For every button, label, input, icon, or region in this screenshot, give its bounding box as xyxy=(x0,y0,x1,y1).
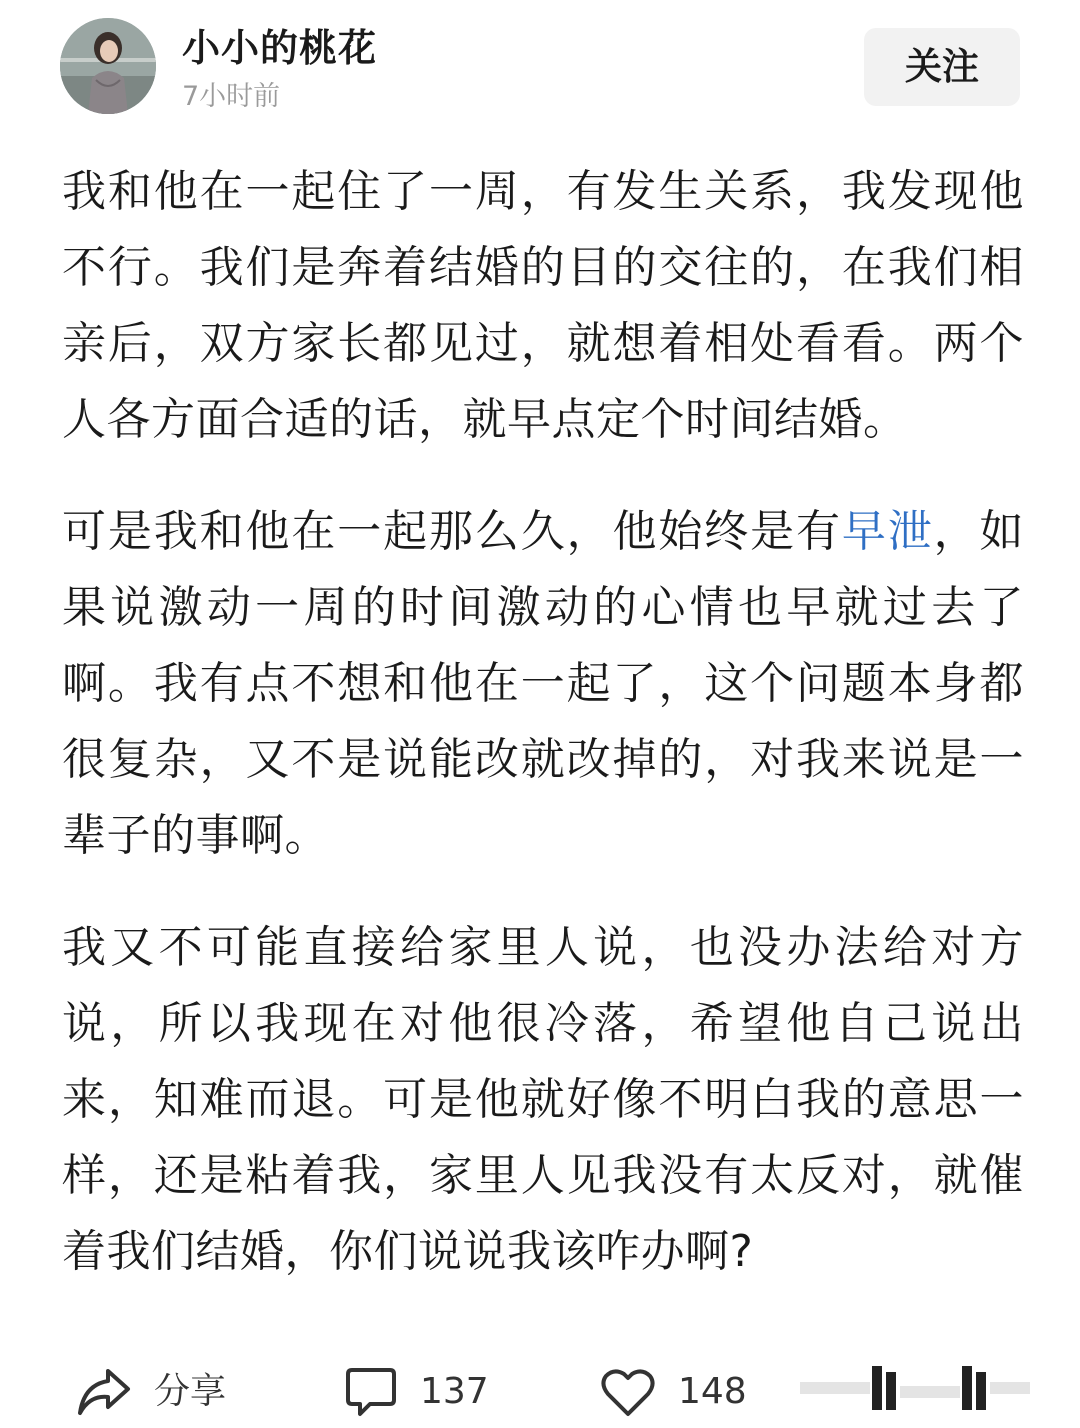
like-count: 148 xyxy=(678,1371,747,1412)
like-button[interactable] xyxy=(600,1364,747,1420)
watermark-icon xyxy=(800,1362,1030,1414)
post-body xyxy=(62,154,1024,1290)
share-label: 分享 xyxy=(154,1371,227,1412)
user-avatar-image xyxy=(60,18,156,114)
author-name[interactable]: 小小的桃花 xyxy=(182,26,378,70)
post-paragraph-3: 我又不可能直接给家里人说，也没办法给对方说，所以我现在对他很冷落，希望他自己说出来，知难而退。可是他就好像不明白我的意思一样，还是粘着我，家里人见我没有太反对，就催着我们结婚，你们说说我该咋办啊? xyxy=(62,922,1024,1277)
share-button[interactable] xyxy=(76,1364,226,1420)
post-paragraph-1: 我和他在一起住了一周，有发生关系，我发现他不行。我们是奔着结婚的目的交往的，在我们相亲后，双方家长都见过，就想着相处看看。两个人各方面合适的话，就早点定个时间结婚。 xyxy=(62,166,1024,445)
post-paragraph-2 xyxy=(62,494,1024,874)
comment-count: 137 xyxy=(420,1371,489,1412)
heart-icon xyxy=(600,1366,656,1418)
post-time: 7小时前 xyxy=(182,81,281,112)
post-paragraph-2-text-end: ，如果说激动一周的时间激动的心情也早就过去了啊。我有点不想和他在一起了，这个问题本身都很复杂，又不是说能改就改掉的，对我来说是一辈子的事啊。 xyxy=(62,506,1024,861)
share-icon xyxy=(76,1367,132,1417)
avatar[interactable] xyxy=(60,18,156,114)
comment-button[interactable] xyxy=(344,1364,489,1420)
post-paragraph-2-text-start: 可是我和他在一起那么久，他始终是有 xyxy=(62,506,842,557)
follow-button[interactable]: 关注 xyxy=(864,28,1020,106)
keyword-link[interactable]: 早泄 xyxy=(841,506,934,557)
comment-icon xyxy=(344,1366,398,1418)
